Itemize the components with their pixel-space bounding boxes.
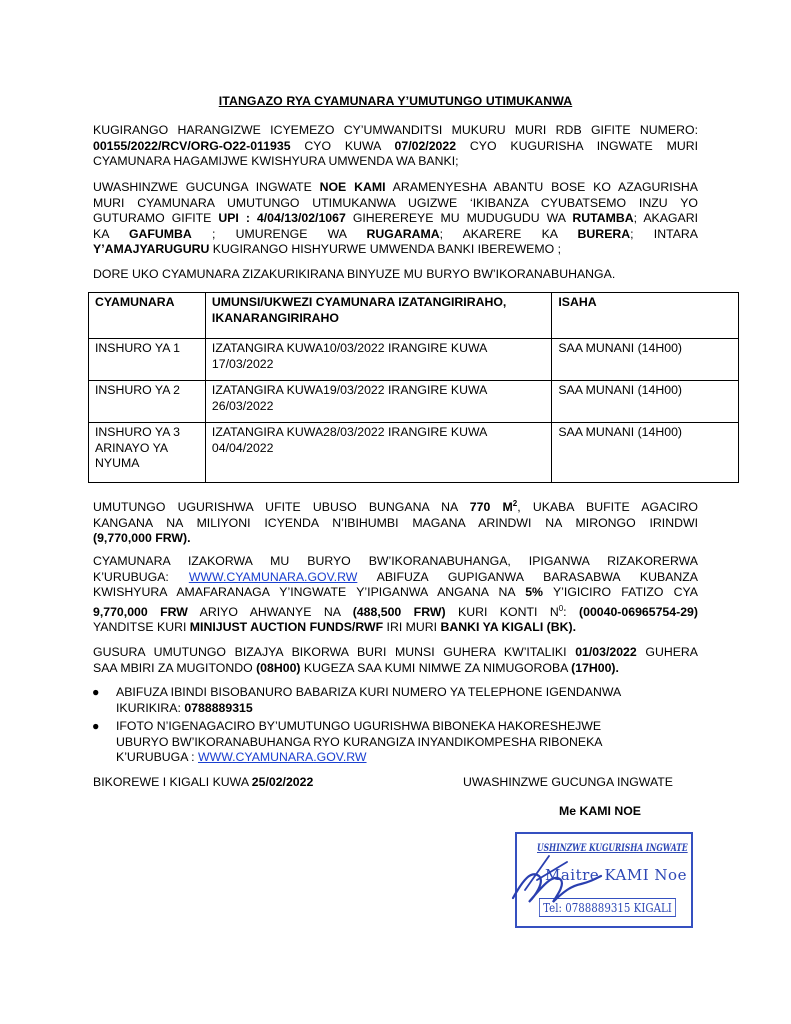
list-item: ● ABIFUZA IBINDI BISOBANURO BABARIZA KURI NUMERO YA TELEPHONE IGENDANWA IKURIKIRA: 0788889315 bbox=[92, 685, 622, 715]
p4-line-3 bbox=[93, 531, 698, 547]
table-cell: SAA MUNANI (14H00) bbox=[552, 381, 739, 423]
property-value: (9,770,000 FRW). bbox=[93, 531, 191, 546]
table-cell: IZATANGIRA KUWA10/03/2022 IRANGIRE KUWA 17/03/2022 bbox=[205, 339, 551, 381]
stamp-line-3: Tel: 0788889315 KIGALI bbox=[539, 898, 676, 917]
stamp-line-2: Maitre KAMI Noe bbox=[545, 866, 687, 884]
stamp-line-1: USHINZWE KUGURISHA INGWATE bbox=[537, 842, 688, 854]
province-name: Y’AMAJYARUGURU bbox=[93, 242, 210, 256]
sector-name: RUGARAMA bbox=[366, 226, 440, 241]
list-item: ● IFOTO N’IGENAGACIRO BY’UMUTUNGO UGURISHWA BIBONEKA HAKORESHEJWE UBURYO BW’IKORANABUHANGA RYO KURANGIZA INYANDIKOMPESHA RIBONEKA K’URUBUGA : WWW.CYAMUNARA.GOV.RW bbox=[92, 719, 603, 764]
visit-start-date: 01/03/2022 bbox=[575, 645, 637, 659]
deposit-percentage: 5% bbox=[525, 585, 543, 599]
official-stamp bbox=[515, 832, 693, 928]
table-cell: IZATANGIRA KUWA19/03/2022 IRANGIRE KUWA 26/03/2022 bbox=[205, 381, 551, 423]
column-header: CYAMUNARA bbox=[89, 293, 206, 339]
paragraph-bidding-terms bbox=[93, 554, 698, 636]
bullet-icon: ● bbox=[92, 719, 100, 733]
paragraph-visiting-hours bbox=[93, 645, 698, 676]
bank-name: BANKI YA KIGALI (BK). bbox=[440, 620, 577, 635]
deposit-amount: (488,500 FRW) bbox=[352, 604, 446, 619]
p6-line-2: SAA MBIRI ZA MUGITONDO (08H00) KUGEZA SAA KUMI NIMWE ZA NIMUGOROBA (17H00). bbox=[93, 660, 619, 675]
auction-schedule-table bbox=[88, 292, 739, 483]
paragraph-property-description bbox=[93, 180, 698, 258]
signatory-name: Me KAMI NOE bbox=[559, 804, 641, 818]
p6-line-1: GUSURA UMUTUNGO BIZAJYA BIKORWA BURI MUNSI GUHERA KW’ITALIKI 01/03/2022 GUHERA bbox=[93, 645, 699, 659]
column-header: UMUNSI/UKWEZI CYAMUNARA IZATANGIRIRAHO, IKANARANGIRIRAHO bbox=[205, 293, 551, 339]
rdb-reference: 00155/2022/RCV/ORG-O22-011935 bbox=[93, 138, 291, 153]
p5-line-5: YANDITSE KURI MINIJUST AUCTION FUNDS/RWF IRI MURI BANKI YA KIGALI (BK). bbox=[93, 620, 577, 635]
p1-line-3: CYAMUNARA HAGAMIJWE KWISHYURA UMWENDA WA BANKI; bbox=[93, 154, 459, 168]
p5-line-1: CYAMUNARA IZAKORWA MU BURYO BW’IKORANABUHANGA, IPIGANWA RIZAKORERWA bbox=[93, 554, 698, 568]
decision-date: 07/02/2022 bbox=[394, 138, 457, 153]
table-cell: SAA MUNANI (14H00) bbox=[552, 423, 739, 483]
custodian-name: NOE KAMI bbox=[319, 180, 386, 194]
visit-end-time: (17H00). bbox=[571, 660, 619, 675]
table-cell: IZATANGIRA KUWA28/03/2022 IRANGIRE KUWA 04/04/2022 bbox=[205, 423, 551, 483]
account-number: (00040-06965754-29) bbox=[579, 604, 698, 619]
visit-start-time: (08H00) bbox=[256, 660, 301, 675]
contact-phone: 0788889315 bbox=[184, 700, 253, 715]
column-header: ISAHA bbox=[552, 293, 739, 339]
table-cell: SAA MUNANI (14H00) bbox=[552, 339, 739, 381]
table-row bbox=[89, 339, 739, 381]
table-row bbox=[89, 381, 739, 423]
table-cell: INSHURO YA 3 ARINAYO YA NYUMA bbox=[89, 423, 206, 483]
table-header-row bbox=[89, 293, 739, 339]
signing-date: BIKOREWE I KIGALI KUWA 25/02/2022 bbox=[93, 775, 314, 789]
p1-line-1: KUGIRANGO HARANGIZWE ICYEMEZO CY’UMWANDITSI MUKURU MURI RDB GIFITE NUMERO: bbox=[93, 123, 698, 137]
paragraph-property-value bbox=[93, 496, 698, 547]
village-name: RUTAMBA bbox=[572, 211, 634, 225]
p5-line-2: K’URUBUGA: WWW.CYAMUNARA.GOV.RW ABIFUZA GUPIGANWA BARASABWA KUBANZA bbox=[93, 569, 698, 584]
p2-line-5: Y’AMAJYARUGURU KUGIRANGO HISHYURWE UMWENDA BANKI IBEREWEMO ; bbox=[93, 242, 562, 256]
signature-icon bbox=[509, 850, 605, 912]
table-row bbox=[89, 423, 739, 483]
p5-line-4: 9,770,000 FRW ARIYO AHWANYE NA (488,500 FRW) KURI KONTI $N^0$: (00040-06965754-29) bbox=[93, 603, 698, 619]
area-value: 770 $M^2$ bbox=[469, 499, 518, 515]
paragraph-schedule-intro: DORE UKO CYAMUNARA ZIZAKURIKIRANA BINYUZE MU BURYO BW’IKORANABUHANGA. bbox=[93, 267, 616, 281]
table-cell: INSHURO YA 2 bbox=[89, 381, 206, 423]
table-cell: INSHURO YA 1 bbox=[89, 339, 206, 381]
signatory-role: UWASHINZWE GUCUNGA INGWATE bbox=[463, 775, 673, 789]
cyamunara-website-link[interactable]: WWW.CYAMUNARA.GOV.RW bbox=[188, 569, 358, 584]
p2-line-1: UWASHINZWE GUCUNGA INGWATE NOE KAMI ARAMENYESHA ABANTU BOSE KO AZAGURISHA bbox=[93, 180, 698, 194]
p4-line-1: UMUTUNGO UGURISHWA UFITE UBUSO BUNGANA NA 770 $M^2$, UKABA BUFITE AGACIRO bbox=[93, 499, 698, 515]
bullet-icon: ● bbox=[92, 685, 100, 699]
upi-number: UPI : 4/04/13/02/1067 bbox=[218, 211, 346, 225]
district-name: BURERA bbox=[577, 226, 631, 241]
p1-line-2: 00155/2022/RCV/ORG-O22-011935 CYO KUWA 07/02/2022 CYO KUGURISHA INGWATE MURI bbox=[93, 138, 698, 153]
p4-line-2: KANGANA NA MILIYONI ICYENDA N’IBIHUMBI MAGANA ARINDWI NA MIRONGO IRINDWI bbox=[93, 515, 698, 530]
base-price: 9,770,000 FRW bbox=[93, 604, 188, 619]
document-title: ITANGAZO RYA CYAMUNARA Y’UMUTUNGO UTIMUKANWA bbox=[218, 94, 573, 108]
account-name: MINIJUST AUCTION FUNDS/RWF bbox=[189, 620, 384, 635]
paragraph-rdb-decision bbox=[93, 123, 698, 170]
info-bullet-list bbox=[92, 685, 682, 769]
cyamunara-website-link[interactable]: WWW.CYAMUNARA.GOV.RW bbox=[198, 750, 367, 764]
p2-line-4: KA GAFUMBA ; UMURENGE WA RUGARAMA; AKARERE KA BURERA; INTARA bbox=[93, 226, 698, 241]
signing-date-value: 25/02/2022 bbox=[251, 775, 314, 789]
p2-line-3: GUTURAMO GIFITE UPI : 4/04/13/02/1067 GIHEREREYE MU MUDUGUDU WA RUTAMBA; AKAGARI bbox=[93, 211, 698, 225]
p2-line-2: MURI CYAMUNARA UMUTUNGO UTIMUKANWA UGIZWE ‘IKIBANZA CYUBATSEMO INZU YO bbox=[93, 195, 698, 210]
cell-name: GAFUMBA bbox=[128, 226, 192, 241]
p5-line-3: KWISHYURA AMAFARANAGA Y’INGWATE Y’IPIGANWA ANGANA NA 5% Y’IGICIRO FATIZO CYA bbox=[93, 585, 698, 599]
